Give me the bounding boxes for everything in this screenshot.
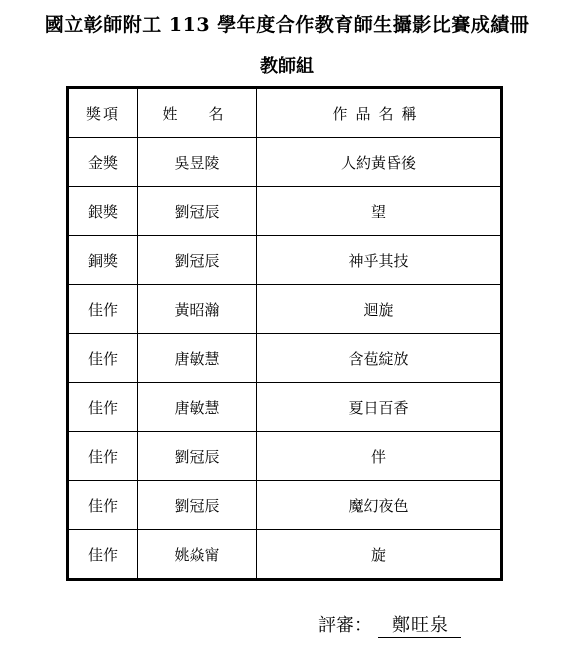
table-header-row xyxy=(68,88,502,138)
work-cell: 魔幻夜色 xyxy=(257,481,502,530)
award-cell: 佳作 xyxy=(68,285,138,334)
award-cell: 佳作 xyxy=(68,334,138,383)
name-cell: 劉冠辰 xyxy=(138,187,257,236)
award-cell: 銀獎 xyxy=(68,187,138,236)
work-cell: 旋 xyxy=(257,530,502,580)
header-work: 作品名稱 xyxy=(257,88,502,138)
name-cell: 唐敏慧 xyxy=(138,383,257,432)
award-cell: 佳作 xyxy=(68,383,138,432)
table-row xyxy=(68,285,502,334)
header-award: 獎項 xyxy=(68,88,138,138)
work-cell: 含苞綻放 xyxy=(257,334,502,383)
judge-signature xyxy=(318,611,461,638)
judge-label: 評審： xyxy=(318,615,372,636)
header-name: 姓 名 xyxy=(138,88,257,138)
judge-name: 鄭旺泉 xyxy=(378,611,461,638)
table-row xyxy=(68,383,502,432)
table-row xyxy=(68,334,502,383)
table-row xyxy=(68,187,502,236)
work-cell: 人約黃昏後 xyxy=(257,138,502,187)
name-cell: 劉冠辰 xyxy=(138,236,257,285)
name-cell: 吳昱陵 xyxy=(138,138,257,187)
name-cell: 劉冠辰 xyxy=(138,432,257,481)
results-table xyxy=(66,86,503,581)
work-cell: 迴旋 xyxy=(257,285,502,334)
table-row xyxy=(68,236,502,285)
work-cell: 夏日百香 xyxy=(257,383,502,432)
award-cell: 佳作 xyxy=(68,432,138,481)
work-cell: 神乎其技 xyxy=(257,236,502,285)
document-subtitle: 教師組 xyxy=(260,56,314,77)
work-cell: 望 xyxy=(257,187,502,236)
table-row xyxy=(68,481,502,530)
document-title: 國立彰師附工 113 學年度合作教育師生攝影比賽成績冊 xyxy=(44,14,530,36)
award-cell: 佳作 xyxy=(68,530,138,580)
name-cell: 姚焱甯 xyxy=(138,530,257,580)
table-row xyxy=(68,530,502,580)
table-row xyxy=(68,138,502,187)
name-cell: 黃昭瀚 xyxy=(138,285,257,334)
award-cell: 佳作 xyxy=(68,481,138,530)
award-cell: 銅獎 xyxy=(68,236,138,285)
name-cell: 唐敏慧 xyxy=(138,334,257,383)
table-row xyxy=(68,432,502,481)
work-cell: 伴 xyxy=(257,432,502,481)
name-cell: 劉冠辰 xyxy=(138,481,257,530)
award-cell: 金獎 xyxy=(68,138,138,187)
